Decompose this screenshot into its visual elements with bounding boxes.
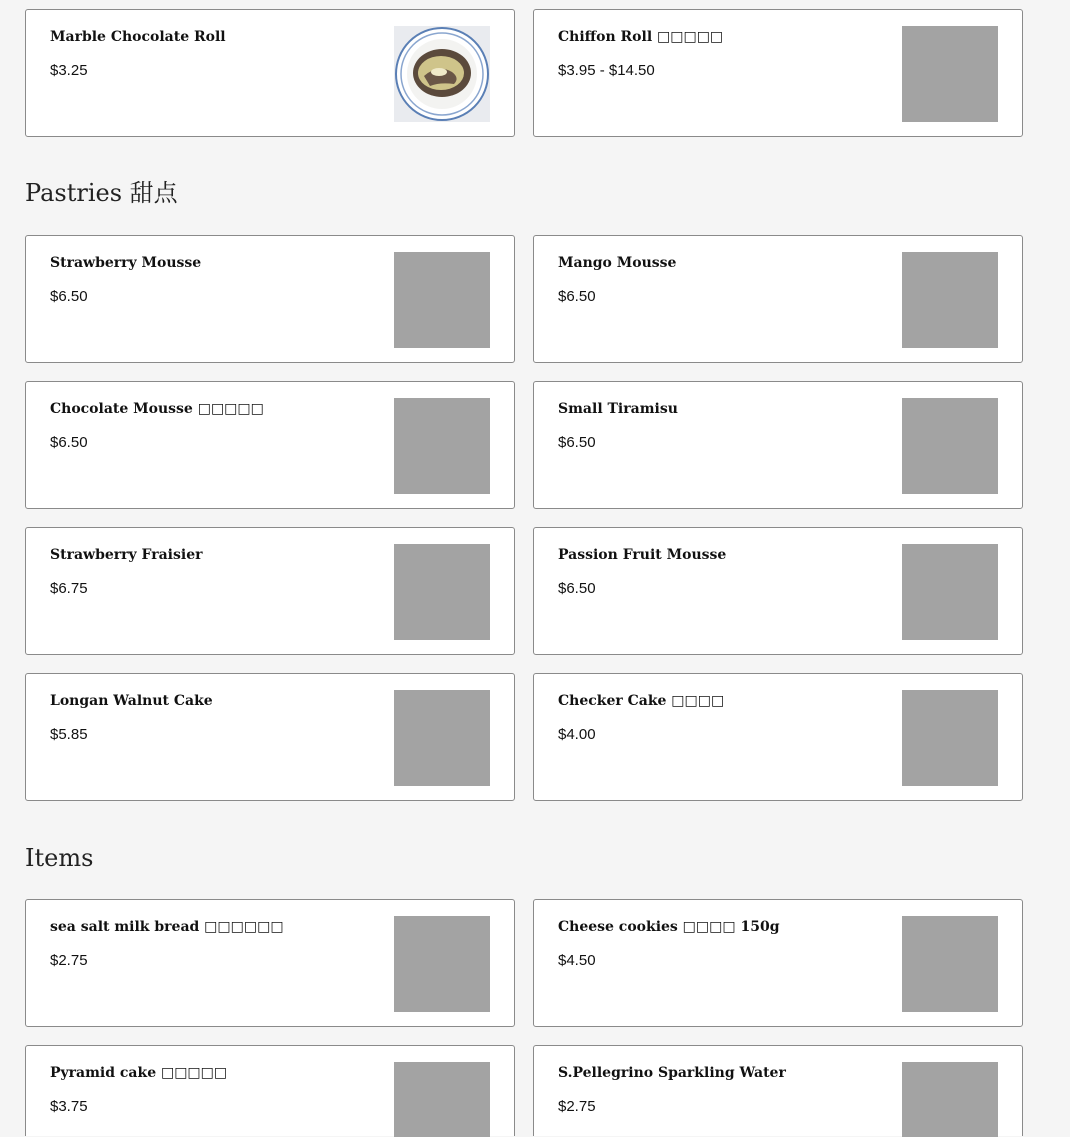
item-price: $6.75 xyxy=(50,580,88,597)
item-name: Checker Cake □□□□ xyxy=(558,693,725,709)
item-image-placeholder xyxy=(394,252,490,348)
section-title-pastries: Pastries 甜点 xyxy=(25,179,178,207)
item-image-placeholder xyxy=(902,690,998,786)
item-image-placeholder xyxy=(394,916,490,1012)
item-name: Passion Fruit Mousse xyxy=(558,547,727,563)
item-name: Cheese cookies □□□□ 150g xyxy=(558,919,780,935)
item-price: $4.00 xyxy=(558,726,596,743)
item-price: $6.50 xyxy=(558,434,596,451)
item-name: Chocolate Mousse □□□□□ xyxy=(50,401,264,417)
item-price: $6.50 xyxy=(50,434,88,451)
item-price: $3.25 xyxy=(50,62,88,79)
item-image-placeholder xyxy=(902,252,998,348)
section-title-items: Items xyxy=(25,844,94,872)
item-name: sea salt milk bread □□□□□□ xyxy=(50,919,284,935)
menu-item-card[interactable] xyxy=(533,673,1023,801)
menu-item-card[interactable] xyxy=(25,527,515,655)
item-price: $6.50 xyxy=(558,288,596,305)
item-price: $2.75 xyxy=(558,1098,596,1115)
marble-roll-photo-icon xyxy=(394,26,490,122)
menu-item-card[interactable] xyxy=(533,9,1023,137)
menu-item-card[interactable] xyxy=(533,381,1023,509)
item-image-placeholder xyxy=(902,1062,998,1137)
item-name: Strawberry Mousse xyxy=(50,255,202,271)
item-image-placeholder xyxy=(902,916,998,1012)
item-name: Small Tiramisu xyxy=(558,401,678,417)
menu-item-card[interactable] xyxy=(25,673,515,801)
item-image-placeholder xyxy=(394,690,490,786)
item-price: $3.95 - $14.50 xyxy=(558,62,655,79)
menu-item-card[interactable] xyxy=(25,1045,515,1136)
item-price: $2.75 xyxy=(50,952,88,969)
menu-item-card[interactable] xyxy=(533,1045,1023,1136)
item-name: Pyramid cake □□□□□ xyxy=(50,1065,228,1081)
item-photo xyxy=(394,26,490,122)
item-price: $5.85 xyxy=(50,726,88,743)
item-image-placeholder xyxy=(902,544,998,640)
item-image-placeholder xyxy=(902,398,998,494)
item-image-placeholder xyxy=(902,26,998,122)
item-name: Strawberry Fraisier xyxy=(50,547,203,563)
menu-item-card[interactable] xyxy=(25,899,515,1027)
item-image-placeholder xyxy=(394,398,490,494)
item-name: Longan Walnut Cake xyxy=(50,693,213,709)
menu-item-card[interactable] xyxy=(25,9,515,137)
item-name: Chiffon Roll □□□□□ xyxy=(558,29,724,45)
item-price: $3.75 xyxy=(50,1098,88,1115)
menu-item-card[interactable] xyxy=(25,235,515,363)
menu-item-card[interactable] xyxy=(533,527,1023,655)
menu-item-card[interactable] xyxy=(533,235,1023,363)
item-name: Mango Mousse xyxy=(558,255,677,271)
item-name: Marble Chocolate Roll xyxy=(50,29,226,45)
menu-item-card[interactable] xyxy=(25,381,515,509)
item-name: S.Pellegrino Sparkling Water xyxy=(558,1065,786,1081)
menu-item-card[interactable] xyxy=(533,899,1023,1027)
item-price: $4.50 xyxy=(558,952,596,969)
item-price: $6.50 xyxy=(50,288,88,305)
item-image-placeholder xyxy=(394,1062,490,1137)
item-price: $6.50 xyxy=(558,580,596,597)
item-image-placeholder xyxy=(394,544,490,640)
